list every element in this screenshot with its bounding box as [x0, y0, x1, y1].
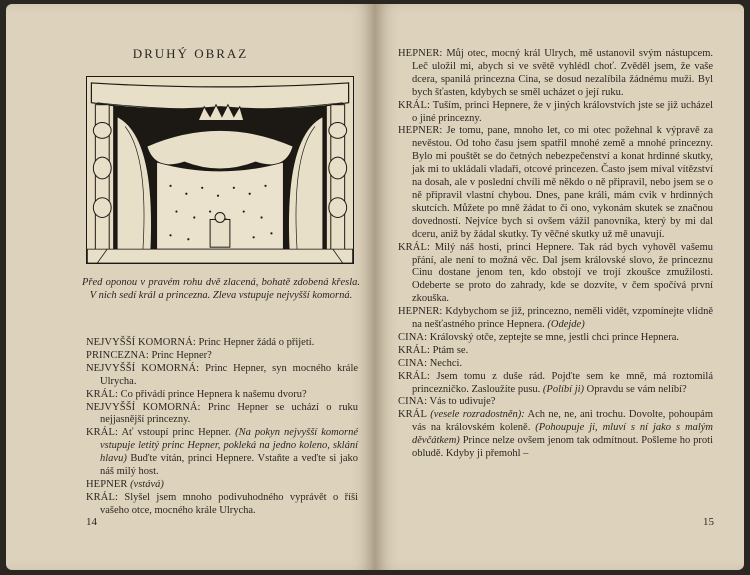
stage-direction: (Pohoupuje ji, mluví s ní jako s malým děvčátkem): [412, 422, 714, 447]
speaker: CINA:: [398, 396, 428, 408]
speaker: CINA:: [398, 331, 428, 343]
speech: Ach ne, ne, ani trochu. Dovolte, pohoupám vás na královském koleně.: [412, 409, 714, 434]
left-page: [6, 4, 375, 570]
speaker: KRÁL:: [86, 388, 118, 400]
dialog-line: [398, 345, 713, 358]
speaker: HEPNER:: [398, 48, 443, 59]
book-spread: [6, 4, 744, 570]
speech: Královský otče, zeptejte se mne, jestli chci prince Hepnera.: [429, 331, 679, 343]
speaker: HEPNER: [86, 478, 128, 490]
scene-heading: DRUHÝ OBRAZ: [132, 46, 249, 61]
dialog-line: [398, 125, 713, 241]
dialog-left: [86, 337, 358, 518]
speech: Opravdu se vám nelíbí?: [586, 383, 687, 395]
dialog-line: [398, 306, 713, 332]
speaker: NEJVYŠŠÍ KOMORNÁ:: [86, 337, 196, 348]
dialog-right: [398, 48, 713, 461]
speaker: KRÁL:: [398, 344, 430, 356]
speech: Kdybychom se již, princezno, neměli vidět, vzpomínejte vlídně na nešťastného prince Hepnera.: [412, 306, 714, 331]
stage-direction: (Políbí ji): [542, 383, 585, 395]
speech: Můj otec, mocný král Ulrych, mě ustanovil svým nástupcem. Leč uložil mi, abych si ve světě vyhlédl choť. Zvěděl jsem, že vaše dcera, spanilá princezna Cina, se dosud nezalíbila žádnému muži. Byl bych šťasten, kdybych se směl ucházet o její ruku.: [412, 48, 713, 98]
speaker: KRÁL:: [86, 427, 118, 439]
speaker: KRÁL:: [398, 370, 430, 382]
speech: Slyšel jsem mnoho podivuhodného vyprávět o říši vašeho otce, mocného krále Ulrycha.: [100, 491, 358, 516]
speech: Co přivádí prince Hepnera k našemu dvoru?: [120, 388, 307, 400]
page-number: 15: [703, 516, 714, 528]
dialog-line: [398, 396, 713, 409]
speech: Je tomu, pane, mnoho let, co mi otec požehnal k výpravě za nevěstou. Od toho času jsem spatřil mnohé země a mnohé princezny. Bylo mi pouštět se do četných nebezpečenství a konat hrdinné skutky, jak mi to ukládali vladaři, otcové princezen. Často jsem míval vítězství na dosah, ale v poslední chvíli mě někdo o ně připravil, nebo jsem se o ně připravil vlastní chybou. Dnes, pane králi, mám cvik v hrdinných skutcích. Můžete po mně žádat to či ono, vykonám skutek se značnou dovedností. Nejvíce bych si ovšem vážil panovníka, který by mi dal dceru, aniž by žádal skutky. Ty věčné skutky už mě unavují.: [412, 125, 714, 240]
speaker: NEJVYŠŠÍ KOMORNÁ:: [86, 362, 200, 374]
dialog-line: [398, 409, 713, 461]
speaker: PRINCEZNA:: [86, 349, 149, 361]
dialog-line: [86, 337, 358, 350]
speech: Ptám se.: [432, 344, 469, 356]
stage-direction: (vstává): [130, 478, 164, 490]
page-number: 14: [86, 516, 97, 528]
speaker: NEJVYŠŠÍ KOMORNÁ:: [86, 401, 201, 413]
dialog-line: [398, 371, 713, 397]
speaker: KRÁL:: [86, 491, 118, 503]
speaker: HEPNER:: [398, 306, 443, 318]
right-page: [375, 4, 744, 570]
dialog-line: [398, 100, 713, 126]
dialog-line: [398, 358, 713, 371]
stage-illustration: [86, 76, 354, 264]
dialog-line: [86, 427, 358, 479]
dialog-line: [398, 242, 713, 307]
speech: Princ Hepner se uchází o ruku nejjasnější princezny.: [100, 401, 358, 426]
speech: Buďte vítán, princi Hepnere. Vstaňte a veďte si jako náš milý host.: [100, 453, 358, 478]
stage-drawing: [87, 77, 353, 263]
stage-direction: (Odejde): [547, 319, 585, 331]
speech: Princ Hepner žádá o přijetí.: [198, 337, 315, 348]
dialog-line: [86, 402, 358, 428]
speech: Vás to udivuje?: [429, 396, 496, 408]
speaker: KRÁL:: [398, 99, 430, 111]
dialog-line: [398, 332, 713, 345]
speaker: CINA:: [398, 357, 428, 369]
stage-direction: (Na pokyn nejvyšší komorné vstupuje letitý princ Hepner, pokleká na jedno koleno, sklání hlavu): [100, 427, 358, 465]
speech: Milý náš hosti, princi Hepnere. Tak rád bych vyhověl vašemu přání, ale není to možná věc. Dal jsem královské slovo, že princeznu Cinu dostane jenom ten, kdo obstojí ve trojí zkoušce zmužilosti. Odeberte se proto do zahrady, kde se dozvíte, v čem spočívá první zkouška.: [412, 241, 714, 305]
speech: Princ Hepner, syn mocného krále Ulrycha.: [100, 362, 359, 387]
dialog-line: [86, 389, 358, 402]
speech: Princ Hepner?: [151, 349, 212, 361]
dialog-line: [86, 479, 358, 492]
speaker: KRÁL: [398, 409, 427, 421]
dialog-line: [398, 48, 713, 100]
speech: Prince nelze ovšem jenom tak odmítnout. Pošleme ho proti obludě. Kdyby ji přemohl –: [412, 435, 713, 460]
speech: Jsem tomu z duše rád. Pojďte sem ke mně, má roztomilá princezničko. Zasloužíte pusu.: [412, 370, 713, 395]
speech: Ať vstoupí princ Hepner.: [121, 427, 232, 439]
speaker: HEPNER:: [398, 125, 443, 137]
dialog-line: [86, 363, 358, 389]
dialog-line: [86, 350, 358, 363]
stage-direction-caption: Před oponou v pravém rohu dvě zlacená, bohatě zdobená křesla. V nich sedí král a princezna. Zleva vstupuje nejvyšší komorná.: [82, 277, 360, 301]
speech: Nechci.: [429, 357, 463, 369]
speaker: KRÁL:: [398, 241, 430, 253]
speech: Tuším, princi Hepnere, že v jiných královstvích jste se již ucházel o jiné princezny.: [412, 99, 713, 124]
dialog-line: [86, 492, 358, 518]
stage-direction: (vesele rozradostněn):: [430, 409, 525, 421]
